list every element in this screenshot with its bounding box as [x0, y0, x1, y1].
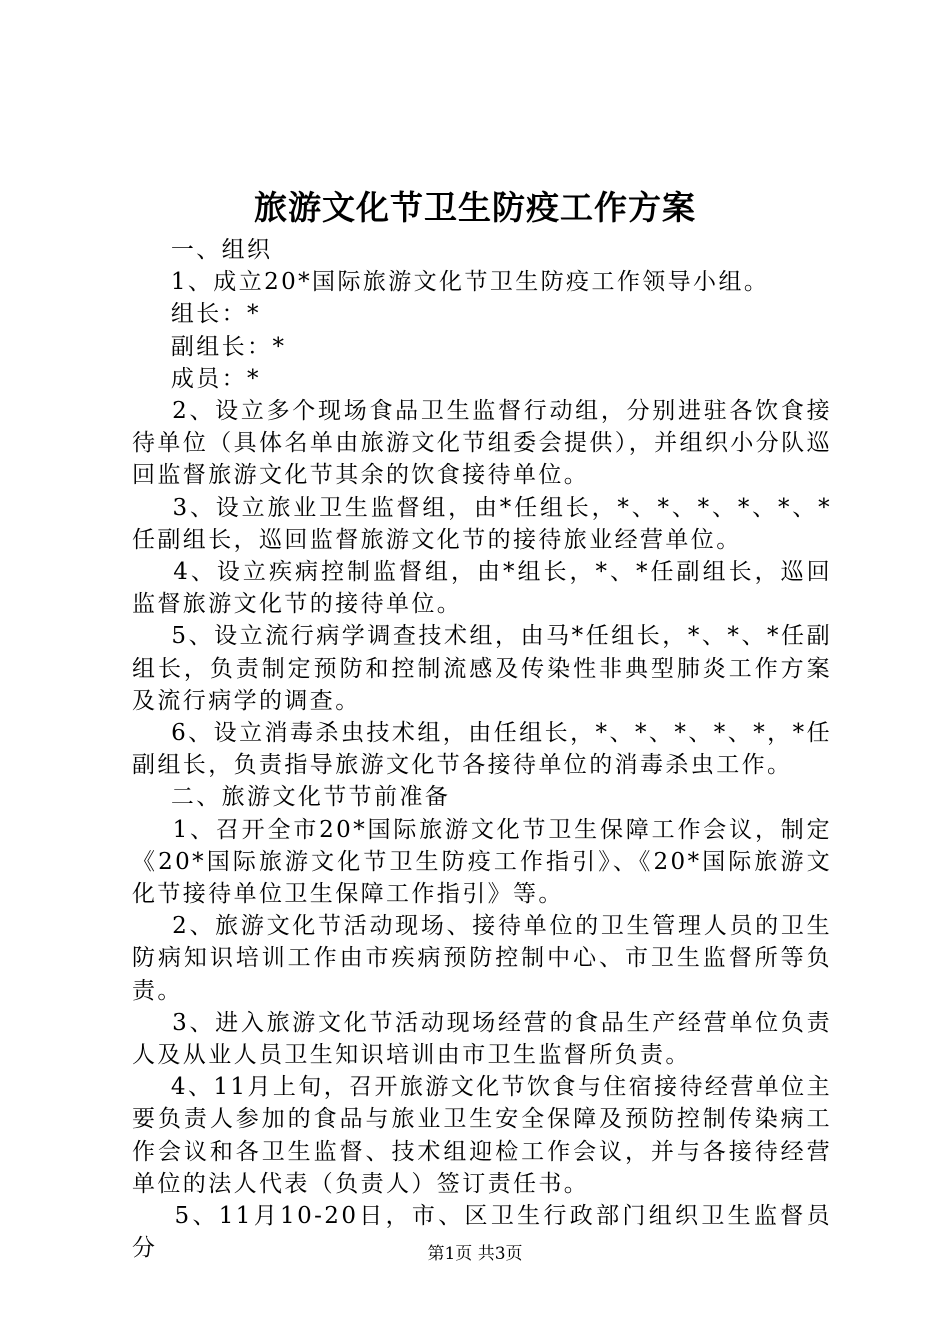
- paragraph-epidemiology-group: 5、设立流行病学调查技术组，由马*任组长，*、*、*任副组长，负责制定预防和控制流感及传染性非典型肺炎工作方案及流行病学的调查。: [132, 623, 832, 714]
- paragraph-members: 成员：*: [132, 365, 261, 392]
- paragraph-group-leader: 组长：*: [132, 301, 261, 328]
- paragraph-disinfection-group: 6、设立消毒杀虫技术组，由任组长，*、*、*、*、*，*任副组长，负责指导旅游文化节各接待单位的消毒杀虫工作。: [132, 720, 832, 779]
- paragraph-food-hygiene-groups: 2、设立多个现场食品卫生监督行动组，分别进驻各饮食接待单位（具体名单由旅游文化节组委会提供），并组织小分队巡回监督旅游文化节其余的饮食接待单位。: [132, 398, 832, 489]
- paragraph-work-meeting: 1、召开全市20*国际旅游文化节卫生保障工作会议，制定《20*国际旅游文化节卫生防疫工作指引》、《20*国际旅游文化节接待单位卫生保障工作指引》等。: [132, 816, 832, 908]
- paragraph-inspection-schedule: 5、11月10-20日，市、区卫生行政部门组织卫生监督员分: [132, 1203, 832, 1262]
- paragraph-vendor-training: 3、进入旅游文化节活动现场经营的食品生产经营单位负责人及从业人员卫生知识培训由市卫生监督所负责。: [132, 1009, 832, 1069]
- paragraph-staff-training: 2、旅游文化节活动现场、接待单位的卫生管理人员的卫生防病知识培训工作由市疾病预防控制中心、市卫生监督所等负责。: [132, 913, 832, 1004]
- document-title: 旅游文化节卫生防疫工作方案: [254, 188, 696, 227]
- paragraph-november-meeting: 4、11月上旬，召开旅游文化节饮食与住宿接待经营单位主要负责人参加的食品与旅业卫生安全保障及预防控制传染病工作会议和各卫生监督、技术组迎检工作会议，并与各接待经营单位的法人代表（负责人）签订责任书。: [132, 1074, 832, 1197]
- section-heading-organization: 一、组织: [132, 237, 273, 263]
- paragraph-leadership-group: 1、成立20*国际旅游文化节卫生防疫工作领导小组。: [132, 269, 770, 296]
- paragraph-hotel-hygiene-group: 3、设立旅业卫生监督组，由*任组长，*、*、*、*、*、*任副组长，巡回监督旅游文化节的接待旅业经营单位。: [132, 494, 832, 553]
- paragraph-deputy-leader: 副组长：*: [132, 333, 287, 360]
- page-number-footer: 第1页 共3页: [427, 1244, 523, 1264]
- document-body: [132, 234, 832, 1265]
- section-heading-preparation: 二、旅游文化节节前准备: [132, 784, 451, 811]
- paragraph-disease-control-group: 4、设立疾病控制监督组，由*组长，*、*任副组长，巡回监督旅游文化节的接待单位。: [132, 559, 832, 618]
